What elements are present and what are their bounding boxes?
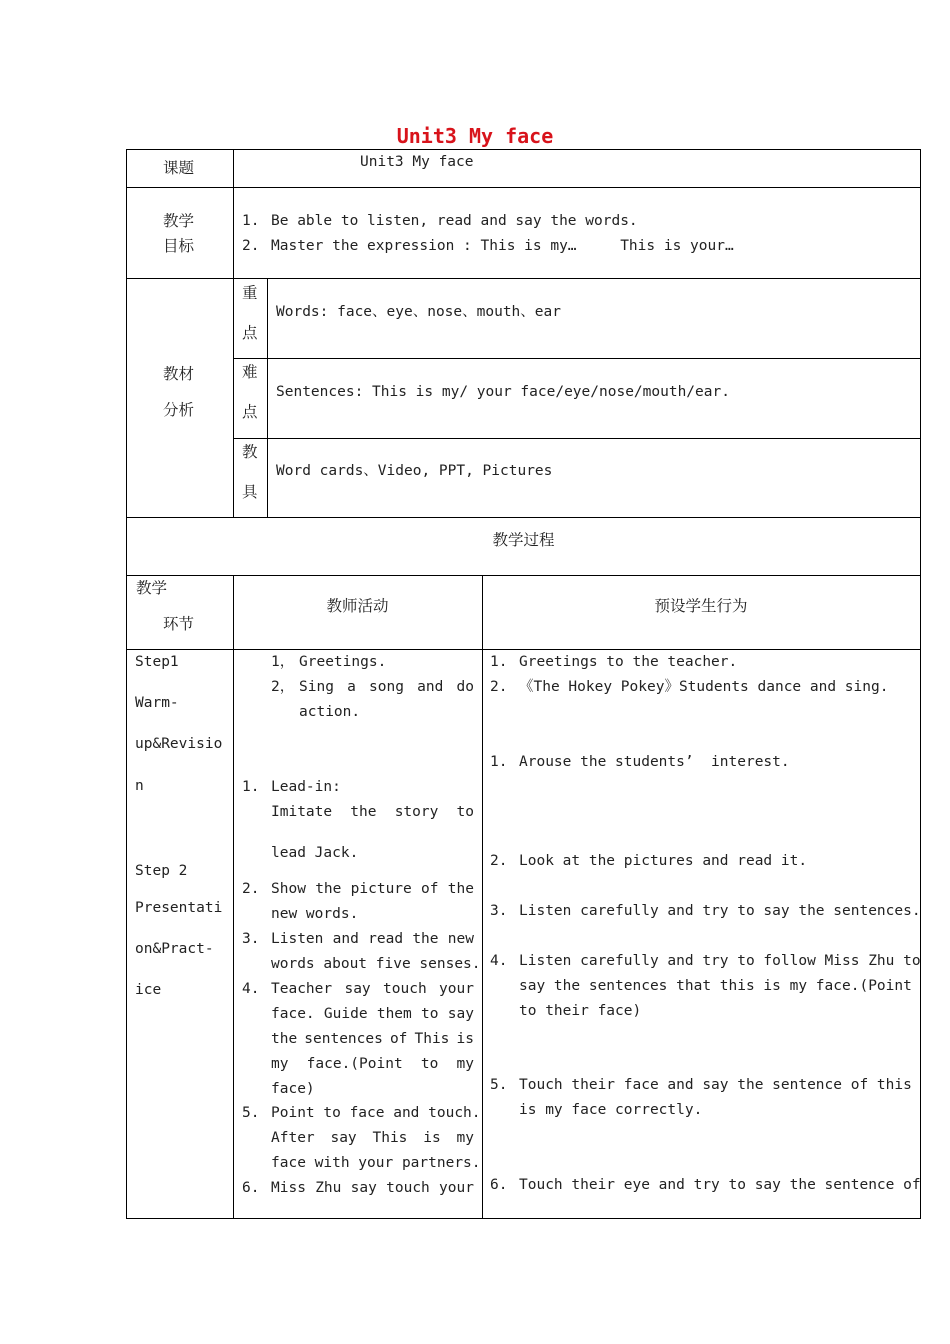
word: the [271,1031,298,1047]
teacher-b1-line [271,800,474,825]
teacher-b1-num: 1. [242,779,260,795]
word: my [456,1130,474,1146]
word: new [447,931,474,947]
goal-text-2: Master the expression : This is my… This is your… [271,238,734,254]
student-h6-num: 6. [490,1177,508,1193]
student-h5-line-2: is my face correctly. [519,1102,703,1118]
word: to [420,1056,439,1072]
difficulty-label-2: 点 [242,403,258,421]
word: the [350,804,377,820]
goal-text-1: Be able to listen, read and say the words. [271,213,638,229]
word: and [332,931,359,947]
word: the [447,881,474,897]
word: sentences [304,1031,383,1047]
word: say [330,1130,357,1146]
word: story [394,804,439,820]
teacher-b4-line-5: face) [271,1081,315,1097]
word: Guide [323,1006,368,1022]
student-g1-num: 1. [490,654,508,670]
teacher-b3-num: 3. [242,931,260,947]
word: your [439,1180,474,1196]
teacher-b2-cont: new words. [271,906,359,922]
teacher-b5-line-3: face with your partners. [271,1155,481,1171]
teacher-b4-line-3 [271,1027,474,1052]
stage2-line-4: ice [135,982,162,998]
word: face.(Point [306,1056,403,1072]
teacher-activity-header: 教师活动 [326,597,389,615]
word: Zhu [315,1180,342,1196]
word: picture [350,881,412,897]
topic-label: 课题 [163,159,195,177]
word: of [421,881,439,897]
word: the [412,931,439,947]
word: my [456,1056,474,1072]
teacher-a2-num: 2， [271,679,295,695]
word: do [456,679,474,695]
goal-num-1: 1. [242,213,260,229]
stage1-line-3: up&Revisio [135,736,223,752]
word: is [456,1031,474,1047]
word: Teacher [271,981,333,997]
student-g1: Greetings to the teacher. [519,654,738,670]
teacher-a1-num: 1， [271,654,295,670]
teacher-b4-line-4 [271,1052,474,1077]
teacher-b4-line-1 [271,977,474,1002]
word: your [439,981,474,997]
teacher-b2-num: 2. [242,881,260,897]
word: face. [271,1006,315,1022]
teacher-b5-line-1: Point to face and touch. [271,1105,481,1121]
student-h1-num: 1. [490,754,508,770]
difficulty-label-1: 难 [242,363,258,381]
difficulty-text: Sentences: This is my/ your face/eye/nose/mouth/ear. [276,384,730,400]
stage1-line-1: Step1 [135,654,179,670]
word: touch [383,981,427,997]
student-h2: Look at the pictures and read it. [519,853,808,869]
teacher-b4-num: 4. [242,981,260,997]
word: This [372,1130,408,1146]
student-g2-num: 2. [490,679,508,695]
word: to [421,1006,439,1022]
topic-value: Unit3 My face [360,154,474,170]
aids-label-2: 具 [242,483,258,501]
key-point-label-1: 重 [242,284,258,302]
teacher-a2-cont: action. [299,704,361,720]
word: the [315,881,342,897]
teacher-b1-text: Lead-in: [271,779,341,795]
goal-num-2: 2. [242,238,260,254]
word: of [389,1031,408,1047]
word: read [368,931,404,947]
student-h4-line-2: say the sentences that this is my face.(Point [519,978,912,994]
word: Show [271,881,306,897]
student-h5-num: 5. [490,1077,508,1093]
student-h2-num: 2. [490,853,508,869]
word: my [271,1056,289,1072]
student-g2: 《The Hokey Pokey》Students dance and sing. [519,679,889,695]
teacher-a2-line [299,675,474,700]
teacher-b6-num: 6. [242,1180,260,1196]
process-header: 教学过程 [492,531,555,549]
word: After [271,1130,315,1146]
teacher-b4-line-2 [271,1002,474,1027]
word: song [369,679,404,695]
student-h6-line-1: Touch their eye and try to say the sentence of [519,1177,921,1193]
stage2-line-2: Presentati [135,900,223,916]
stage-header-2: 环节 [163,615,195,633]
goals-label-1: 教学 [163,212,195,230]
teacher-b5-num: 5. [242,1105,260,1121]
word: Miss [271,1180,306,1196]
analysis-label-1: 教材 [163,365,195,383]
word: touch [386,1180,430,1196]
word: Listen [271,931,324,947]
student-behavior-header: 预设学生行为 [654,597,748,615]
word: and [417,679,444,695]
stage2-line-1: Step 2 [135,863,188,879]
student-h5-line-1: Touch their face and say the sentence of this [519,1077,912,1093]
student-h3: Listen carefully and try to say the sentences. [519,903,921,919]
student-h1: Arouse the students’ interest. [519,754,790,770]
goals-label-2: 目标 [163,237,195,255]
word: is [423,1130,441,1146]
teacher-b5-line-2 [271,1126,474,1151]
word: Imitate [271,804,333,820]
teacher-b1-cont: lead Jack. [271,845,359,861]
key-point-text: Words: face、eye、nose、mouth、ear [276,304,561,320]
aids-text: Word cards、Video, PPT, Pictures [276,463,553,479]
aids-label-1: 教 [242,443,258,461]
stage1-line-2: Warm- [135,695,179,711]
word: them [376,1006,412,1022]
word: a [347,679,356,695]
stage-header-1: 教学 [136,579,168,597]
teacher-b6-line-1 [271,1176,474,1201]
student-h3-num: 3. [490,903,508,919]
teacher-b3-line [271,927,474,952]
word: to [456,804,474,820]
stage2-line-3: on&Pract- [135,941,214,957]
stage1-line-4: n [135,778,144,794]
student-h4-line-1: Listen carefully and try to follow Miss Zhu to [519,953,921,969]
word: This [414,1031,450,1047]
document-title: Unit3 My face [396,124,554,148]
student-h4-num: 4. [490,953,508,969]
teacher-b2-line [271,877,474,902]
word: Sing [299,679,334,695]
teacher-b3-cont: words about five senses. [271,956,481,972]
word: say [344,981,371,997]
word: say [447,1006,474,1022]
analysis-label-2: 分析 [163,401,195,419]
key-point-label-2: 点 [242,324,258,342]
student-h4-line-3: to their face) [519,1003,642,1019]
word: say [350,1180,377,1196]
teacher-a1-text: Greetings. [299,654,387,670]
